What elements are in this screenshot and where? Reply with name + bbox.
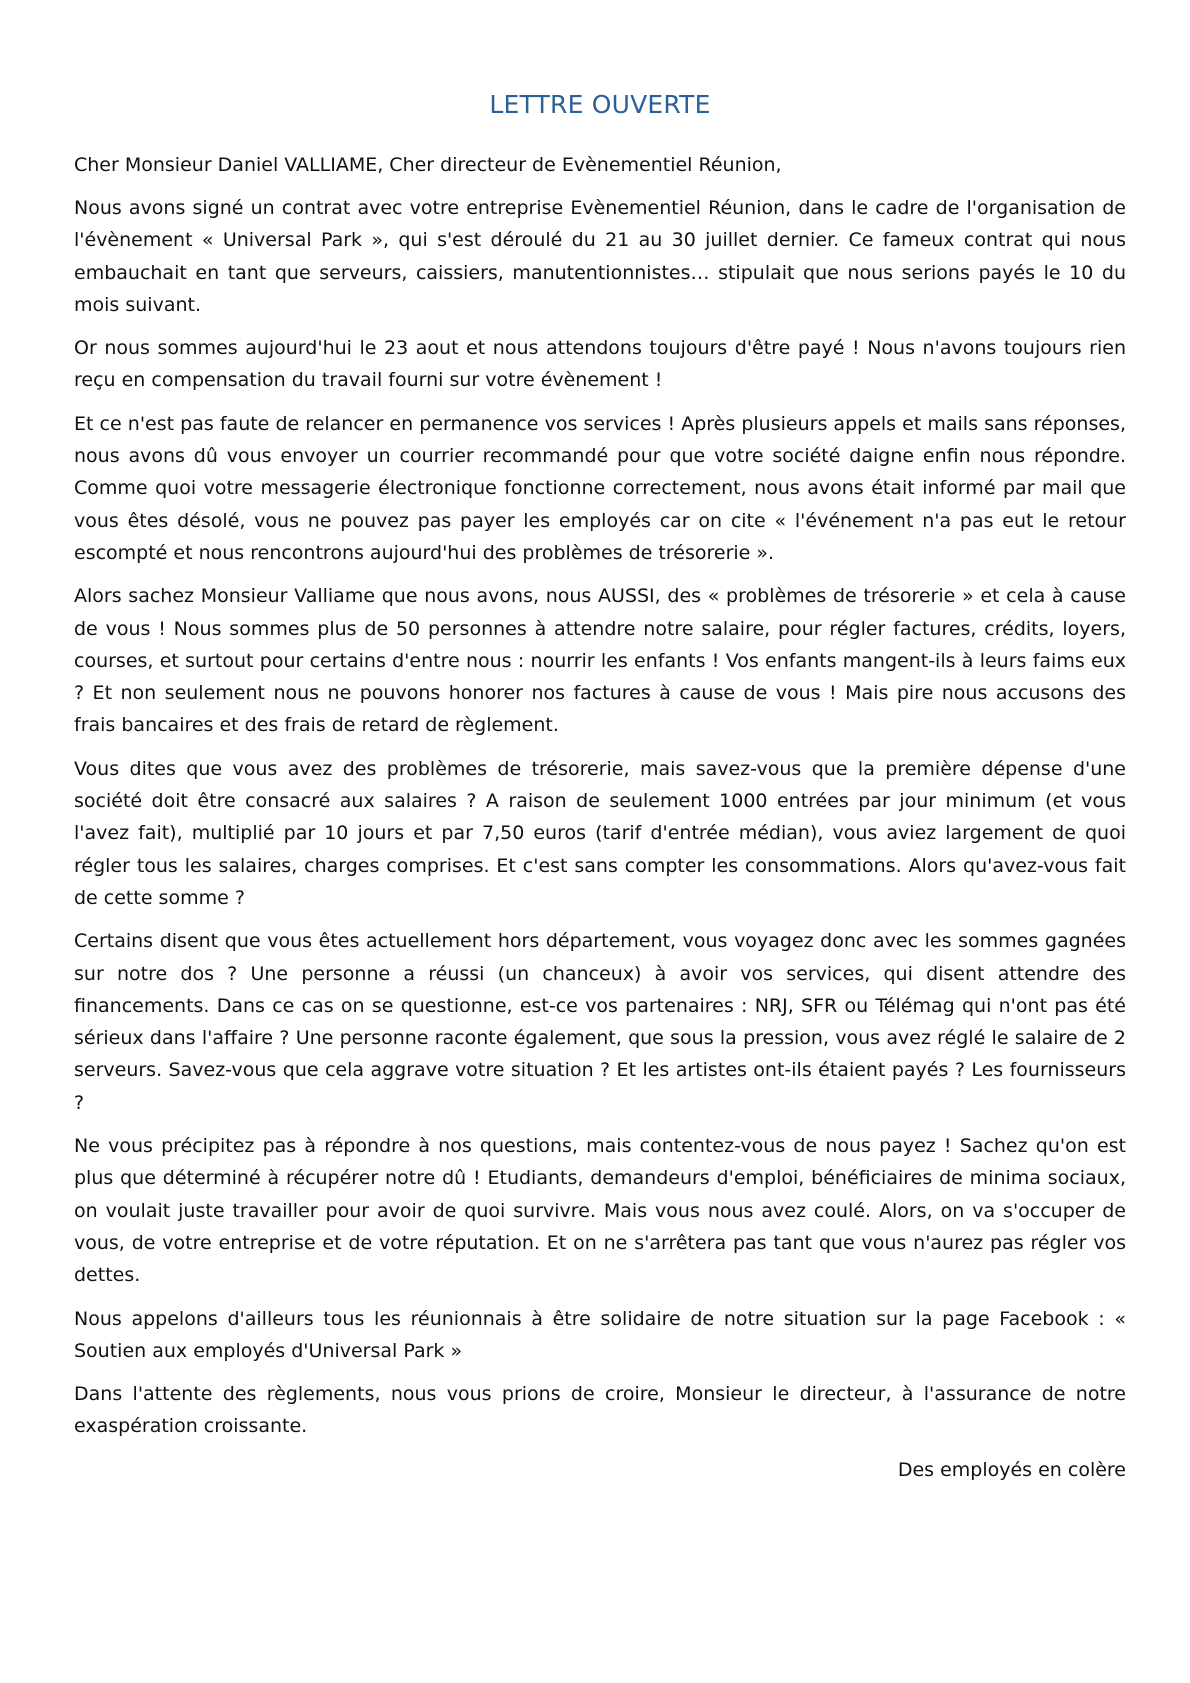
- letter-signature: Des employés en colère: [897, 1458, 1126, 1481]
- letter-paragraph-4: Alors sachez Monsieur Valliame que nous avons, nous AUSSI, des « problèmes de trésorerie » et cela à cause de vous ! Nous sommes plus de 50 personnes à attendre notre salaire, pour régler factures, crédits, loyers, courses, et surtout pour certains d'entre nous : nourrir les enfants ! Vos enfants mangent-ils à leurs faims eux ? Et non seulement nous ne pouvons honorer nos factures à cause de vous ! Mais pire nous accusons des frais bancaires et des frais de retard de règlement.: [74, 585, 1126, 737]
- letter-paragraph-2: Or nous sommes aujourd'hui le 23 aout et nous attendons toujours d'être payé ! Nous n'avons toujours rien reçu en compensation du travail fourni sur votre évènement !: [74, 337, 1126, 392]
- letter-paragraph-8: Nous appelons d'ailleurs tous les réunionnais à être solidaire de notre situation sur la page Facebook : « Soutien aux employés d'Universal Park »: [74, 1307, 1126, 1362]
- letter-salutation: Cher Monsieur Daniel VALLIAME, Cher directeur de Evènementiel Réunion,: [74, 154, 782, 176]
- letter-paragraph-6: Certains disent que vous êtes actuellement hors département, vous voyagez donc avec les sommes gagnées sur notre dos ? Une personne a réussi (un chanceux) à avoir vos services, qui disent attendre des financements. Dans ce cas on se questionne, est-ce vos partenaires : NRJ, SFR ou Télémag qui n'ont pas été sérieux dans l'affaire ? Une personne raconte également, que sous la pression, vous avez réglé le salaire de 2 serveurs. Savez-vous que cela aggrave votre situation ? Et les artistes ont-ils étaient payés ? Les fournisseurs ?: [74, 930, 1126, 1114]
- letter-paragraph-1: Nous avons signé un contrat avec votre entreprise Evènementiel Réunion, dans le cadre de l'organisation de l'évènement « Universal Park », qui s'est déroulé du 21 au 30 juillet dernier. Ce fameux contrat qui nous embauchait en tant que serveurs, caissiers, manutentionnistes… stipulait que nous serions payés le 10 du mois suivant.: [74, 197, 1126, 316]
- letter-paragraph-5: Vous dites que vous avez des problèmes de trésorerie, mais savez-vous que la première dépense d'une société doit être consacré aux salaires ? A raison de seulement 1000 entrées par jour minimum (et vous l'avez fait), multiplié par 10 jours et par 7,50 euros (tarif d'entrée médian), vous aviez largement de quoi régler tous les salaires, charges comprises. Et c'est sans compter les consommations. Alors qu'avez-vous fait de cette somme ?: [74, 757, 1126, 909]
- letter-paragraph-9: Dans l'attente des règlements, nous vous prions de croire, Monsieur le directeur, à l'assurance de notre exaspération croissante.: [74, 1383, 1126, 1438]
- letter-title: LETTRE OUVERTE: [489, 90, 711, 119]
- letter-paragraph-3: Et ce n'est pas faute de relancer en permanence vos services ! Après plusieurs appels et mails sans réponses, nous avons dû vous envoyer un courrier recommandé pour que votre société daigne enfin nous répondre. Comme quoi votre messagerie électronique fonctionne correctement, nous avons était informé par mail que vous êtes désolé, vous ne pouvez pas payer les employés car on cite « l'événement n'a pas eut le retour escompté et nous rencontrons aujourd'hui des problèmes de trésorerie ».: [74, 412, 1126, 564]
- letter-paragraph-7: Ne vous précipitez pas à répondre à nos questions, mais contentez-vous de nous payez ! Sachez qu'on est plus que déterminé à récupérer notre dû ! Etudiants, demandeurs d'emploi, bénéficiaires de minima sociaux, on voulait juste travailler pour avoir de quoi survivre. Mais vous nous avez coulé. Alors, on va s'occuper de vous, de votre entreprise et de votre réputation. Et on ne s'arrêtera pas tant que vous n'aurez pas régler vos dettes.: [74, 1135, 1126, 1287]
- letter-page: [74, 90, 1126, 1486]
